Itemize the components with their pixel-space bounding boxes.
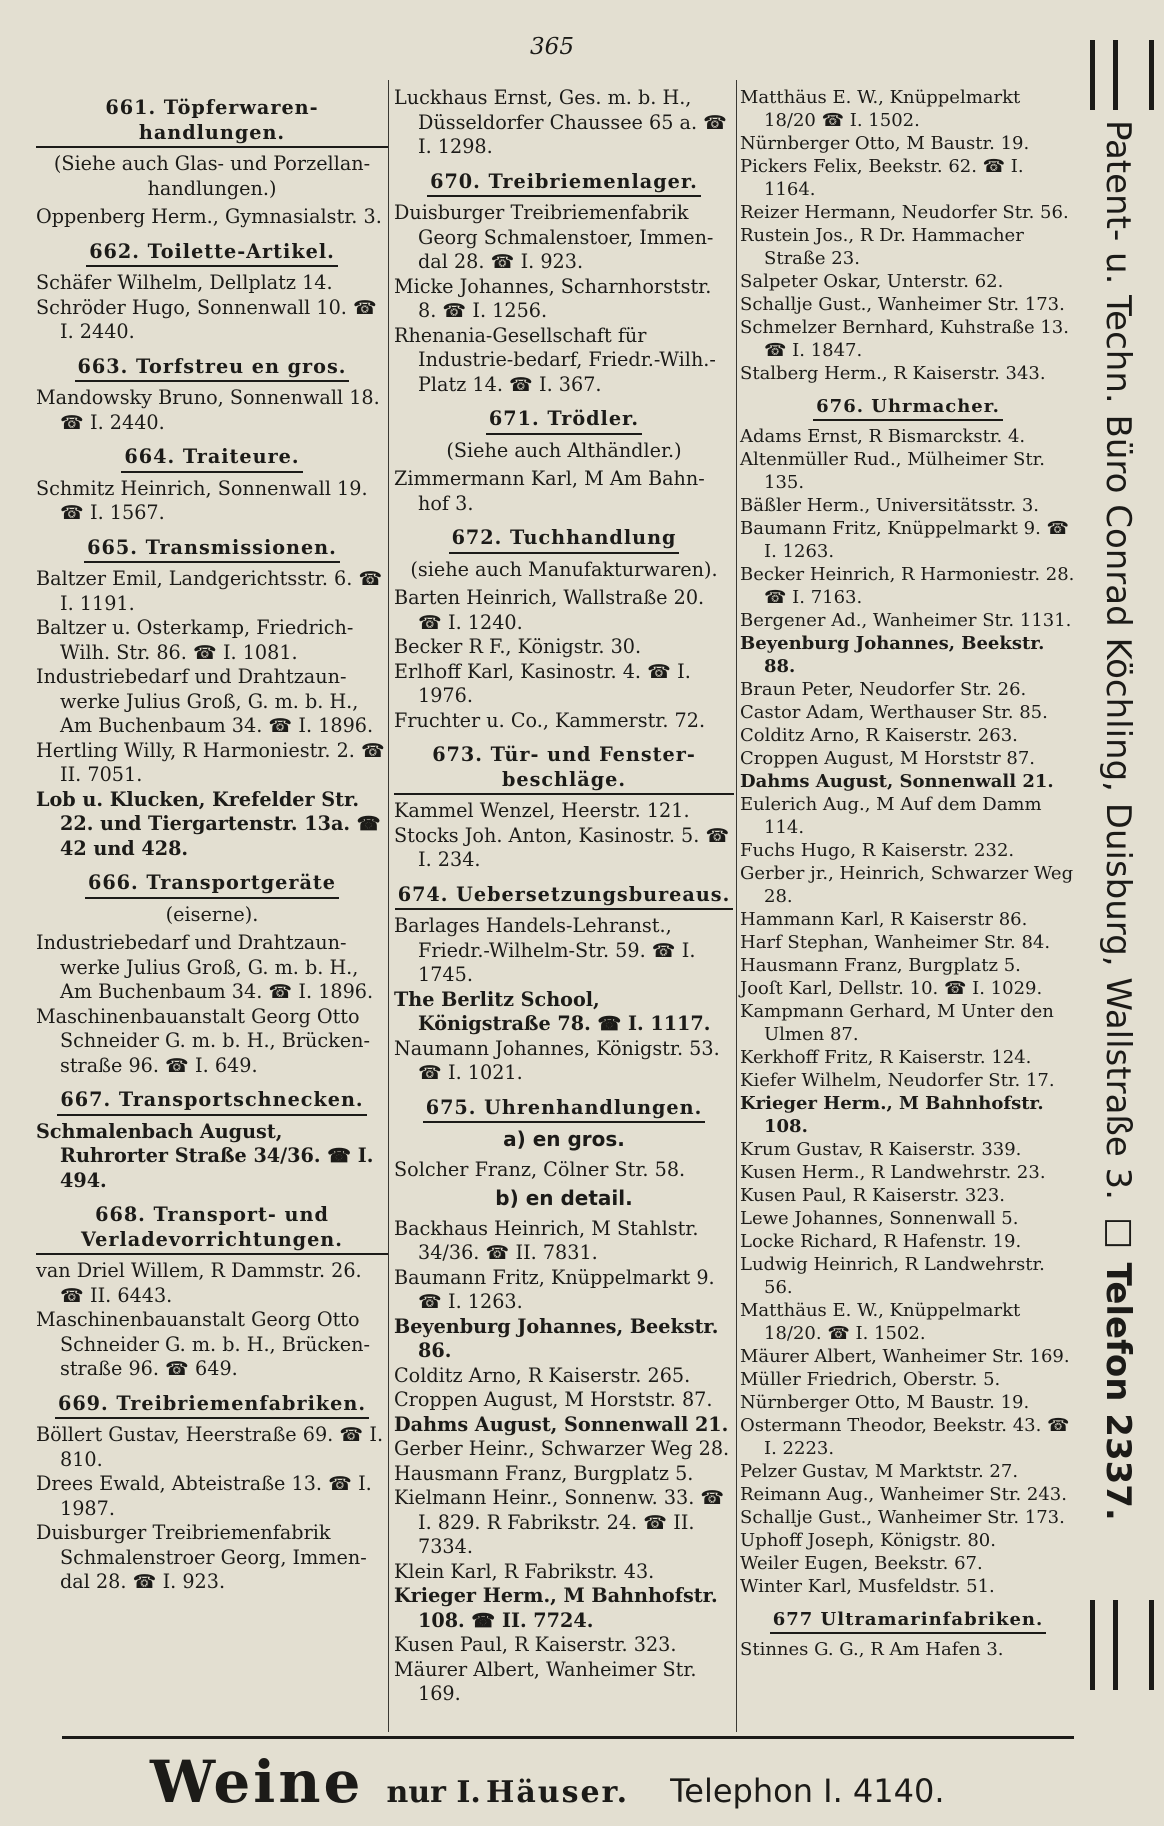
section-heading xyxy=(36,1203,388,1255)
directory-entry: Bergener Ad., Wanheimer Str. 1131. xyxy=(740,610,1072,631)
section-heading xyxy=(36,1088,388,1116)
directory-entry: Winter Karl, Musfeldstr. 51. xyxy=(740,1576,995,1597)
directory-entry: Gerber Heinr., Schwarzer Weg 28. xyxy=(394,1437,730,1460)
column-divider xyxy=(736,80,737,1732)
section-heading xyxy=(36,871,388,899)
directory-entry: Colditz Arno, R Kaiserstr. 265. xyxy=(394,1363,691,1387)
directory-entry: Rustein Jos., R Dr. Hammacher Straße 23. xyxy=(740,225,1024,269)
directory-entry: Schäfer Wilhelm, Dellplatz 14. xyxy=(36,271,333,294)
section-heading-text: 665. Transmissionen. xyxy=(84,536,340,564)
directory-entry: Altenmüller Rud., Mülheimer Str. 135. xyxy=(740,449,1045,493)
directory-entry: van Driel Willem, R Dammstr. 26. ☎ II. 6443. xyxy=(36,1259,362,1307)
column-divider xyxy=(388,80,389,1732)
directory-entry: Lewe Johannes, Sonnenwall 5. xyxy=(740,1208,1019,1229)
directory-entry: Maschinenbauanstalt Georg Otto Schneider G. m. b. H., Brücken-straße 96. ☎ 649. xyxy=(36,1308,370,1380)
section-heading xyxy=(36,1392,388,1420)
section-heading-text: 668. Transport- und Verladevorrichtungen. xyxy=(36,1203,388,1255)
section-heading xyxy=(740,1608,1076,1634)
directory-entry: Mäurer Albert, Wanheimer Str. 169. xyxy=(394,1657,697,1705)
directory-entry: Croppen August, M Horststr. 87. xyxy=(394,1388,713,1411)
section-note: (eiserne). xyxy=(165,902,259,926)
side-advertisement xyxy=(1084,40,1152,1740)
directory-entry: Bäßler Herm., Universitätsstr. 3. xyxy=(740,495,1039,516)
directory-entry: Becker Heinrich, R Harmoniestr. 28. ☎ I. 7163. xyxy=(740,564,1075,608)
directory-entry: Solcher Franz, Cölner Str. 58. xyxy=(394,1157,686,1181)
directory-entry: Matthäus E. W., Knüppelmarkt 18/20. ☎ I. 1502. xyxy=(740,1300,1021,1344)
directory-entry: Beyenburg Johannes, Beekstr. 88. xyxy=(740,633,1045,677)
directory-entry: Fruchter u. Co., Kammerstr. 72. xyxy=(394,708,706,732)
directory-entry: Industriebedarf und Drahtzaun-werke Julius Groß, G. m. b. H., Am Buchenbaum 34. ☎ I. 1896. xyxy=(36,665,374,737)
directory-entry: Ludwig Heinrich, R Landwehrstr. 56. xyxy=(740,1254,1045,1298)
directory-entry: Erlhoff Karl, Kasinostr. 4. ☎ I. 1976. xyxy=(394,659,691,707)
directory-entry: Mäurer Albert, Wanheimer Str. 169. xyxy=(740,1346,1070,1367)
section-heading xyxy=(394,1096,734,1124)
directory-entry: Kusen Herm., R Landwehrstr. 23. xyxy=(740,1162,1046,1183)
directory-entry: Baltzer Emil, Landgerichtsstr. 6. ☎ I. 1191. xyxy=(36,567,383,615)
page-number: 365 xyxy=(530,34,574,60)
directory-entry: Harf Stephan, Wanheimer Str. 84. xyxy=(740,932,1051,953)
section-heading xyxy=(394,407,734,435)
directory-entry: Krieger Herm., M Bahnhofstr. 108. xyxy=(740,1093,1044,1137)
directory-entry: Kiefer Wilhelm, Neudorfer Str. 17. xyxy=(740,1070,1055,1091)
section-heading-text: 672. Tuchhandlung xyxy=(449,526,680,554)
subsection-heading: b) en detail. xyxy=(495,1186,633,1210)
directory-entry: Krum Gustav, R Kaiserstr. 339. xyxy=(740,1139,1022,1160)
directory-entry: Backhaus Heinrich, M Stahlstr. 34/36. ☎ II. 7831. xyxy=(394,1216,699,1264)
directory-entry: Schmelzer Bernhard, Kuhstraße 13. ☎ I. 1847. xyxy=(740,317,1069,361)
directory-entry: Castor Adam, Werthauser Str. 85. xyxy=(740,702,1048,723)
section-note: (Siehe auch Althändler.) xyxy=(446,438,682,462)
directory-entry: Hausmann Franz, Burgplatz 5. xyxy=(740,955,1021,976)
directory-entry: Mandowsky Bruno, Sonnenwall 18. ☎ I. 2440. xyxy=(36,386,380,434)
directory-entry: Braun Peter, Neudorfer Str. 26. xyxy=(740,679,1027,700)
directory-entry: Locke Richard, R Hafenstr. 19. xyxy=(740,1231,1022,1252)
directory-entry: Pickers Felix, Beekstr. 62. ☎ I. 1164. xyxy=(740,156,1024,200)
directory-entry: Uphoff Joseph, Königstr. 80. xyxy=(740,1530,996,1551)
directory-entry: Gerber jr., Heinrich, Schwarzer Weg 28. xyxy=(740,863,1074,907)
column-right xyxy=(740,86,1076,1661)
directory-entry: Hertling Willy, R Harmoniestr. 2. ☎ II. 7051. xyxy=(36,738,385,786)
directory-entry: Reimann Aug., Wanheimer Str. 243. xyxy=(740,1484,1067,1505)
directory-entry: Kusen Paul, R Kaiserstr. 323. xyxy=(394,1633,677,1656)
directory-entry: Oppenberg Herm., Gymnasialstr. 3. xyxy=(36,205,382,228)
directory-entry: Kusen Paul, R Kaiserstr. 323. xyxy=(740,1185,1005,1206)
directory-entry: Krieger Herm., M Bahnhofstr. 108. ☎ II. 7724. xyxy=(394,1584,718,1632)
directory-entry: Barten Heinrich, Wallstraße 20. ☎ I. 1240. xyxy=(394,586,705,634)
section-heading-text: 671. Trödler. xyxy=(486,407,642,435)
directory-entry: Becker R F., Königstr. 30. xyxy=(394,635,642,658)
directory-entry: Nürnberger Otto, M Baustr. 19. xyxy=(740,133,1030,154)
directory-entry: Lob u. Klucken, Krefelder Str. 22. und Tiergartenstr. 13a. ☎ 42 und 428. xyxy=(36,787,381,860)
section-heading-text: 667. Transportschnecken. xyxy=(57,1088,366,1116)
directory-entry: Naumann Johannes, Königstr. 53. ☎ I. 1021. xyxy=(394,1036,720,1084)
directory-entry: Kerkhoff Fritz, R Kaiserstr. 124. xyxy=(740,1047,1032,1068)
section-note: (Siehe auch Glas- und Porzellan-handlungen.) xyxy=(53,152,371,200)
section-heading xyxy=(36,536,388,564)
section-heading-text: 677 Ultramarinfabriken. xyxy=(770,1608,1047,1634)
directory-entry: Duisburger Treibriemenfabrik Schmalenstroer Georg, Immen-dal 28. ☎ I. 923. xyxy=(36,1521,367,1593)
directory-entry: Croppen August, M Horststr 87. xyxy=(740,748,1036,769)
section-heading-text: 661. Töpferwaren-handlungen. xyxy=(36,96,388,148)
directory-entry: Hammann Karl, R Kaiserstr 86. xyxy=(740,909,1028,930)
side-advertisement-main: Patent- u. Techn. Büro Conrad Köchling, Duisburg, Wallstraße 3. xyxy=(1098,120,1138,1200)
directory-entry: Stocks Joh. Anton, Kasinostr. 5. ☎ I. 234. xyxy=(394,823,730,871)
section-heading-text: 676. Uhrmacher. xyxy=(813,395,1003,421)
subsection-heading: a) en gros. xyxy=(503,1127,625,1151)
directory-entry: Böllert Gustav, Heerstraße 69. ☎ I. 810. xyxy=(36,1423,384,1471)
section-heading-text: 673. Tür- und Fenster-beschläge. xyxy=(394,743,734,795)
side-advertisement-phone: □ Telefon 2337. xyxy=(1098,1210,1138,1521)
directory-entry: Rhenania-Gesellschaft für Industrie-bedarf, Friedr.-Wilh.-Platz 14. ☎ I. 367. xyxy=(394,323,716,396)
side-advertisement-text xyxy=(1090,120,1146,1521)
directory-entry: Kampmann Gerhard, M Unter den Ulmen 87. xyxy=(740,1001,1054,1045)
section-heading-text: 664. Traiteure. xyxy=(121,445,302,473)
directory-entry: Ostermann Theodor, Beekstr. 43. ☎ I. 2223. xyxy=(740,1415,1070,1459)
directory-entry: Schallje Gust., Wanheimer Str. 173. xyxy=(740,294,1065,315)
directory-entry: The Berlitz School, Königstraße 78. ☎ I. 1117. xyxy=(394,987,711,1035)
directory-entry: Duisburger Treibriemenfabrik Georg Schmalenstoer, Immen-dal 28. ☎ I. 923. xyxy=(394,201,714,273)
directory-entry: Kammel Wenzel, Heerstr. 121. xyxy=(394,799,690,822)
directory-entry: Fuchs Hugo, R Kaiserstr. 232. xyxy=(740,840,1015,861)
directory-entry: Drees Ewald, Abteistraße 13. ☎ I. 1987. xyxy=(36,1472,372,1520)
column-left xyxy=(36,86,388,1595)
directory-entry: Müller Friedrich, Oberstr. 5. xyxy=(740,1369,1001,1390)
directory-entry: Dahms August, Sonnenwall 21. xyxy=(394,1412,729,1436)
directory-entry: Jooſt Karl, Dellstr. 10. ☎ I. 1029. xyxy=(740,978,1043,999)
section-heading-text: 663. Torfstreu en gros. xyxy=(75,355,350,383)
section-heading xyxy=(394,526,734,554)
directory-entry: Eulerich Aug., M Auf dem Damm 114. xyxy=(740,794,1042,838)
decorative-bars-bottom xyxy=(1090,1600,1154,1690)
section-heading xyxy=(394,743,734,795)
directory-entry: Klein Karl, R Fabrikstr. 43. xyxy=(394,1559,655,1583)
directory-entry: Baumann Fritz, Knüppelmarkt 9. ☎ I. 1263. xyxy=(394,1265,715,1313)
directory-entry: Nürnberger Otto, M Baustr. 19. xyxy=(740,1392,1030,1413)
footer-rule xyxy=(62,1736,1074,1739)
section-heading xyxy=(394,883,734,911)
directory-entry: Dahms August, Sonnenwall 21. xyxy=(740,771,1054,792)
directory-entry: Zimmermann Karl, M Am Bahn-hof 3. xyxy=(394,467,705,515)
directory-entry: Maschinenbauanstalt Georg Otto Schneider G. m. b. H., Brücken-straße 96. ☎ I. 649. xyxy=(36,1004,370,1077)
directory-entry: Kielmann Heinr., Sonnenw. 33. ☎ I. 829. R Fabrikstr. 24. ☎ II. 7334. xyxy=(394,1486,725,1558)
decorative-bars-top xyxy=(1090,40,1154,110)
section-heading xyxy=(36,240,388,268)
directory-entry: Schallje Gust., Wanheimer Str. 173. xyxy=(740,1507,1065,1528)
footer-word-nur: nur I. xyxy=(386,1775,481,1810)
directory-entry: Luckhaus Ernst, Ges. m. b. H., Düsseldorfer Chaussee 65 a. ☎ I. 1298. xyxy=(394,86,728,158)
section-heading-text: 670. Treibriemenlager. xyxy=(427,170,701,198)
section-heading-text: 662. Toilette-Artikel. xyxy=(86,240,338,268)
directory-entry: Stalberg Herm., R Kaiserstr. 343. xyxy=(740,363,1046,384)
directory-entry: Schröder Hugo, Sonnenwall 10. ☎ I. 2440. xyxy=(36,295,377,343)
directory-entry: Industriebedarf und Drahtzaun-werke Julius Groß, G. m. b. H., Am Buchenbaum 34. ☎ I. 1896. xyxy=(36,931,374,1003)
directory-entry: Matthäus E. W., Knüppelmarkt 18/20 ☎ I. 1502. xyxy=(740,87,1021,131)
footer-advertisement xyxy=(150,1748,1050,1818)
footer-word-weine: Weine xyxy=(150,1748,364,1816)
section-heading xyxy=(740,395,1076,421)
section-heading xyxy=(36,355,388,383)
directory-entry: Micke Johannes, Scharnhorststr. 8. ☎ I. 1256. xyxy=(394,274,712,322)
directory-entry: Reizer Hermann, Neudorfer Str. 56. xyxy=(740,202,1069,223)
directory-entry: Colditz Arno, R Kaiserstr. 263. xyxy=(740,725,1018,746)
directory-entry: Schmalenbach August, Ruhrorter Straße 34/36. ☎ I. 494. xyxy=(36,1119,374,1192)
section-heading xyxy=(36,96,388,148)
directory-entry: Pelzer Gustav, M Marktstr. 27. xyxy=(740,1461,1019,1482)
directory-entry: Baltzer u. Osterkamp, Friedrich-Wilh. Str. 86. ☎ I. 1081. xyxy=(36,616,354,664)
section-heading-text: 666. Transportgeräte xyxy=(85,871,339,899)
directory-entry: Beyenburg Johannes, Beekstr. 86. xyxy=(394,1314,719,1362)
section-note: (siehe auch Manufakturwaren). xyxy=(410,557,718,581)
directory-entry: Hausmann Franz, Burgplatz 5. xyxy=(394,1461,694,1485)
footer-word-haeuser: Häuser. xyxy=(485,1775,630,1810)
directory-entry: Barlages Handels-Lehranst., Friedr.-Wilhelm-Str. 59. ☎ I. 1745. xyxy=(394,914,696,986)
section-heading-text: 669. Treibriemenfabriken. xyxy=(55,1392,369,1420)
section-heading-text: 674. Uebersetzungsbureaus. xyxy=(395,883,734,911)
directory-entry: Stinnes G. G., R Am Hafen 3. xyxy=(740,1639,1004,1660)
directory-entry: Weiler Eugen, Beekstr. 67. xyxy=(740,1553,983,1574)
directory-entry: Schmitz Heinrich, Sonnenwall 19. ☎ I. 1567. xyxy=(36,476,368,524)
column-middle xyxy=(394,86,734,1707)
section-heading xyxy=(394,170,734,198)
section-heading-text: 675. Uhrenhandlungen. xyxy=(423,1096,706,1124)
footer-phone: Telephon I. 4140. xyxy=(670,1772,945,1810)
section-heading xyxy=(36,445,388,473)
directory-entry: Adams Ernst, R Bismarckstr. 4. xyxy=(740,426,1026,447)
directory-entry: Baumann Fritz, Knüppelmarkt 9. ☎ I. 1263. xyxy=(740,518,1069,562)
directory-entry: Salpeter Oskar, Unterstr. 62. xyxy=(740,271,1004,292)
